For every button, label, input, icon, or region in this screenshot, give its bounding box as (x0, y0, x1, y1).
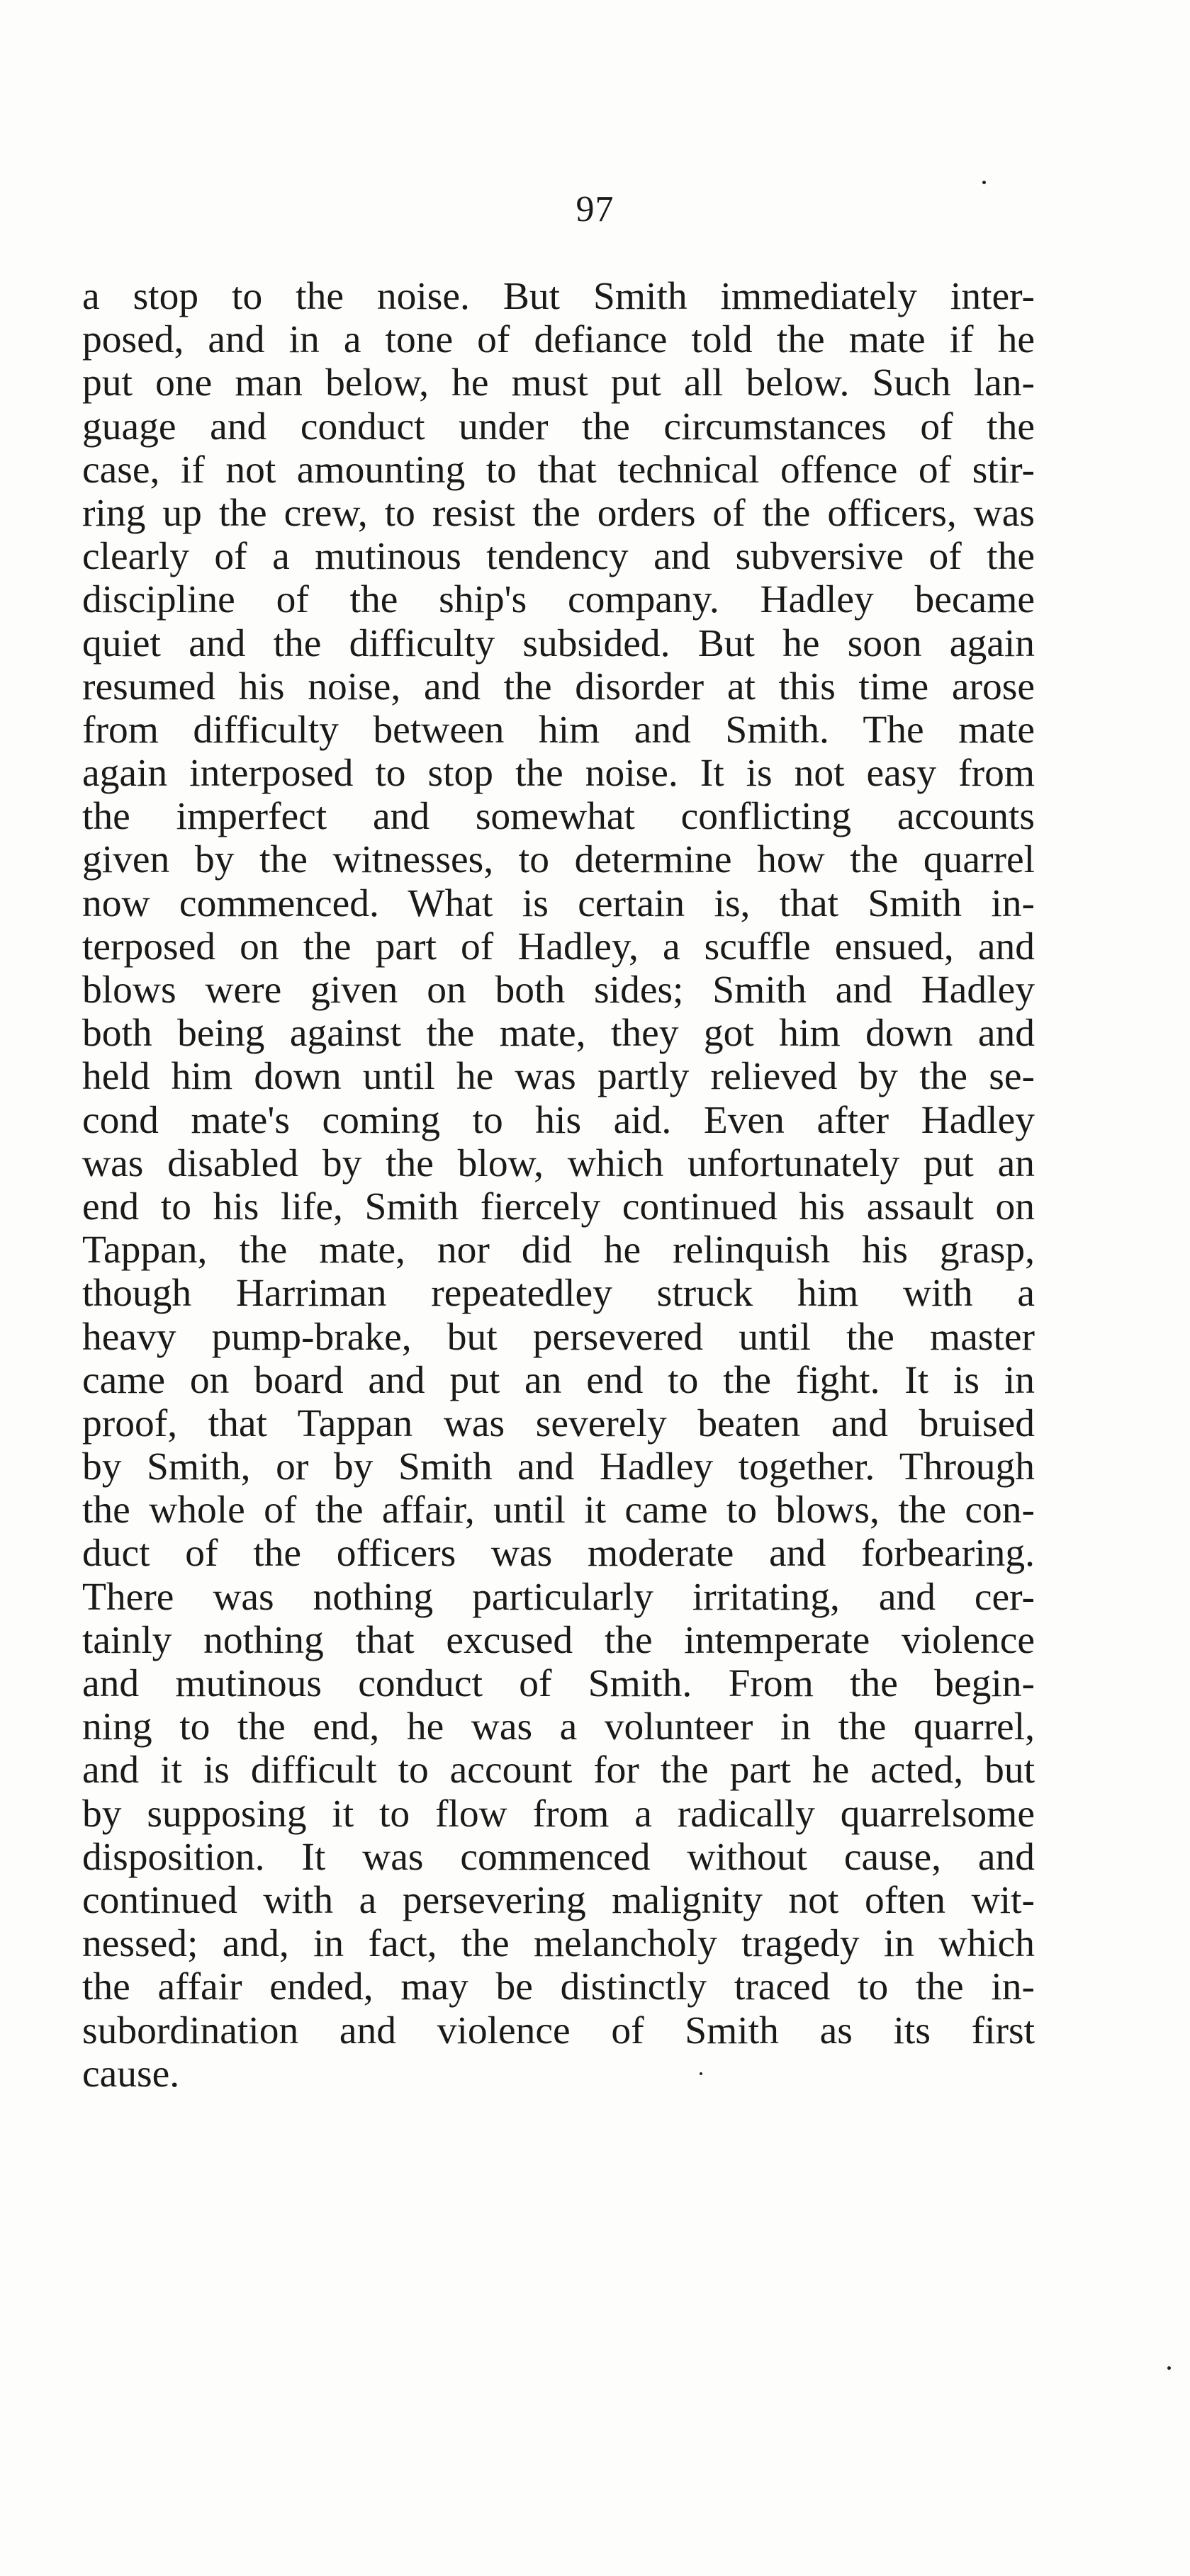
text-line: the whole of the affair, until it came to blows, the con- (82, 1488, 1035, 1532)
text-line: case, if not amounting to that technical offence of stir- (82, 448, 1035, 492)
text-line: guage and conduct under the circumstances of the (82, 405, 1035, 448)
text-line: continued with a persevering malignity not often wit- (82, 1878, 1035, 1922)
text-line: cause. (82, 2052, 180, 2096)
page-number: 97 (576, 189, 614, 230)
text-line: both being against the mate, they got him down and (82, 1012, 1035, 1056)
text-line: proof, that Tappan was severely beaten and bruised (82, 1401, 1035, 1445)
text-line: and mutinous conduct of Smith. From the begin- (82, 1662, 1035, 1705)
text-line: again interposed to stop the noise. It is not easy from (82, 752, 1035, 796)
text-line: put one man below, he must put all below. Such lan- (82, 361, 1035, 405)
text-line: was disabled by the blow, which unfortunately put an (82, 1141, 1035, 1185)
text-line: came on board and put an end to the fight. It is in (82, 1358, 1035, 1402)
text-line: quiet and the difficulty subsided. But he soon again (82, 621, 1035, 665)
text-line: Tappan, the mate, nor did he relinquish his grasp, (82, 1228, 1035, 1272)
body-text (82, 275, 1035, 2096)
text-line: discipline of the ship's company. Hadley became (82, 578, 1035, 622)
text-line: blows were given on both sides; Smith and Hadley (82, 968, 1035, 1012)
text-line: resumed his noise, and the disorder at this time arose (82, 665, 1035, 708)
ink-speck (1167, 2366, 1171, 2370)
text-line: nessed; and, in fact, the melancholy tragedy in which (82, 1922, 1035, 1966)
text-line: end to his life, Smith fiercely continued his assault on (82, 1185, 1035, 1228)
text-line: from difficulty between him and Smith. The mate (82, 708, 1035, 752)
text-line: clearly of a mutinous tendency and subversive of the (82, 535, 1035, 579)
ink-speck (700, 2072, 702, 2075)
text-line: duct of the officers was moderate and forbearing. (82, 1532, 1035, 1576)
text-line: though Harriman repeatedley struck him with a (82, 1272, 1035, 1316)
text-line: subordination and violence of Smith as its first (82, 2009, 1035, 2052)
text-line: given by the witnesses, to determine how the quarrel (82, 838, 1035, 882)
text-line: and it is difficult to account for the part he acted, but (82, 1749, 1035, 1792)
text-line: disposition. It was commenced without cause, and (82, 1835, 1035, 1879)
text-line: tainly nothing that excused the intemperate violence (82, 1618, 1035, 1662)
text-line: terposed on the part of Hadley, a scuffle ensued, and (82, 925, 1035, 968)
text-line: by Smith, or by Smith and Hadley together. Through (82, 1445, 1035, 1489)
text-line: a stop to the noise. But Smith immediately inter- (82, 275, 1035, 318)
text-line: ring up the crew, to resist the orders of the officers, was (82, 491, 1035, 535)
text-line: heavy pump-brake, but persevered until the master (82, 1315, 1035, 1359)
text-line: by supposing it to flow from a radically quarrelsome (82, 1792, 1035, 1836)
text-line: the affair ended, may be distinctly traced to the in- (82, 1965, 1035, 2009)
text-line: posed, and in a tone of defiance told the mate if he (82, 318, 1035, 362)
text-line: the imperfect and somewhat conflicting accounts (82, 795, 1035, 839)
text-line: There was nothing particularly irritating, and cer- (82, 1575, 1035, 1619)
text-line: ning to the end, he was a volunteer in the quarrel, (82, 1705, 1035, 1749)
ink-speck (982, 181, 986, 184)
text-line: cond mate's coming to his aid. Even after Hadley (82, 1098, 1035, 1142)
text-line: now commenced. What is certain is, that Smith in- (82, 881, 1035, 925)
text-line: held him down until he was partly relieved by the se- (82, 1055, 1035, 1099)
